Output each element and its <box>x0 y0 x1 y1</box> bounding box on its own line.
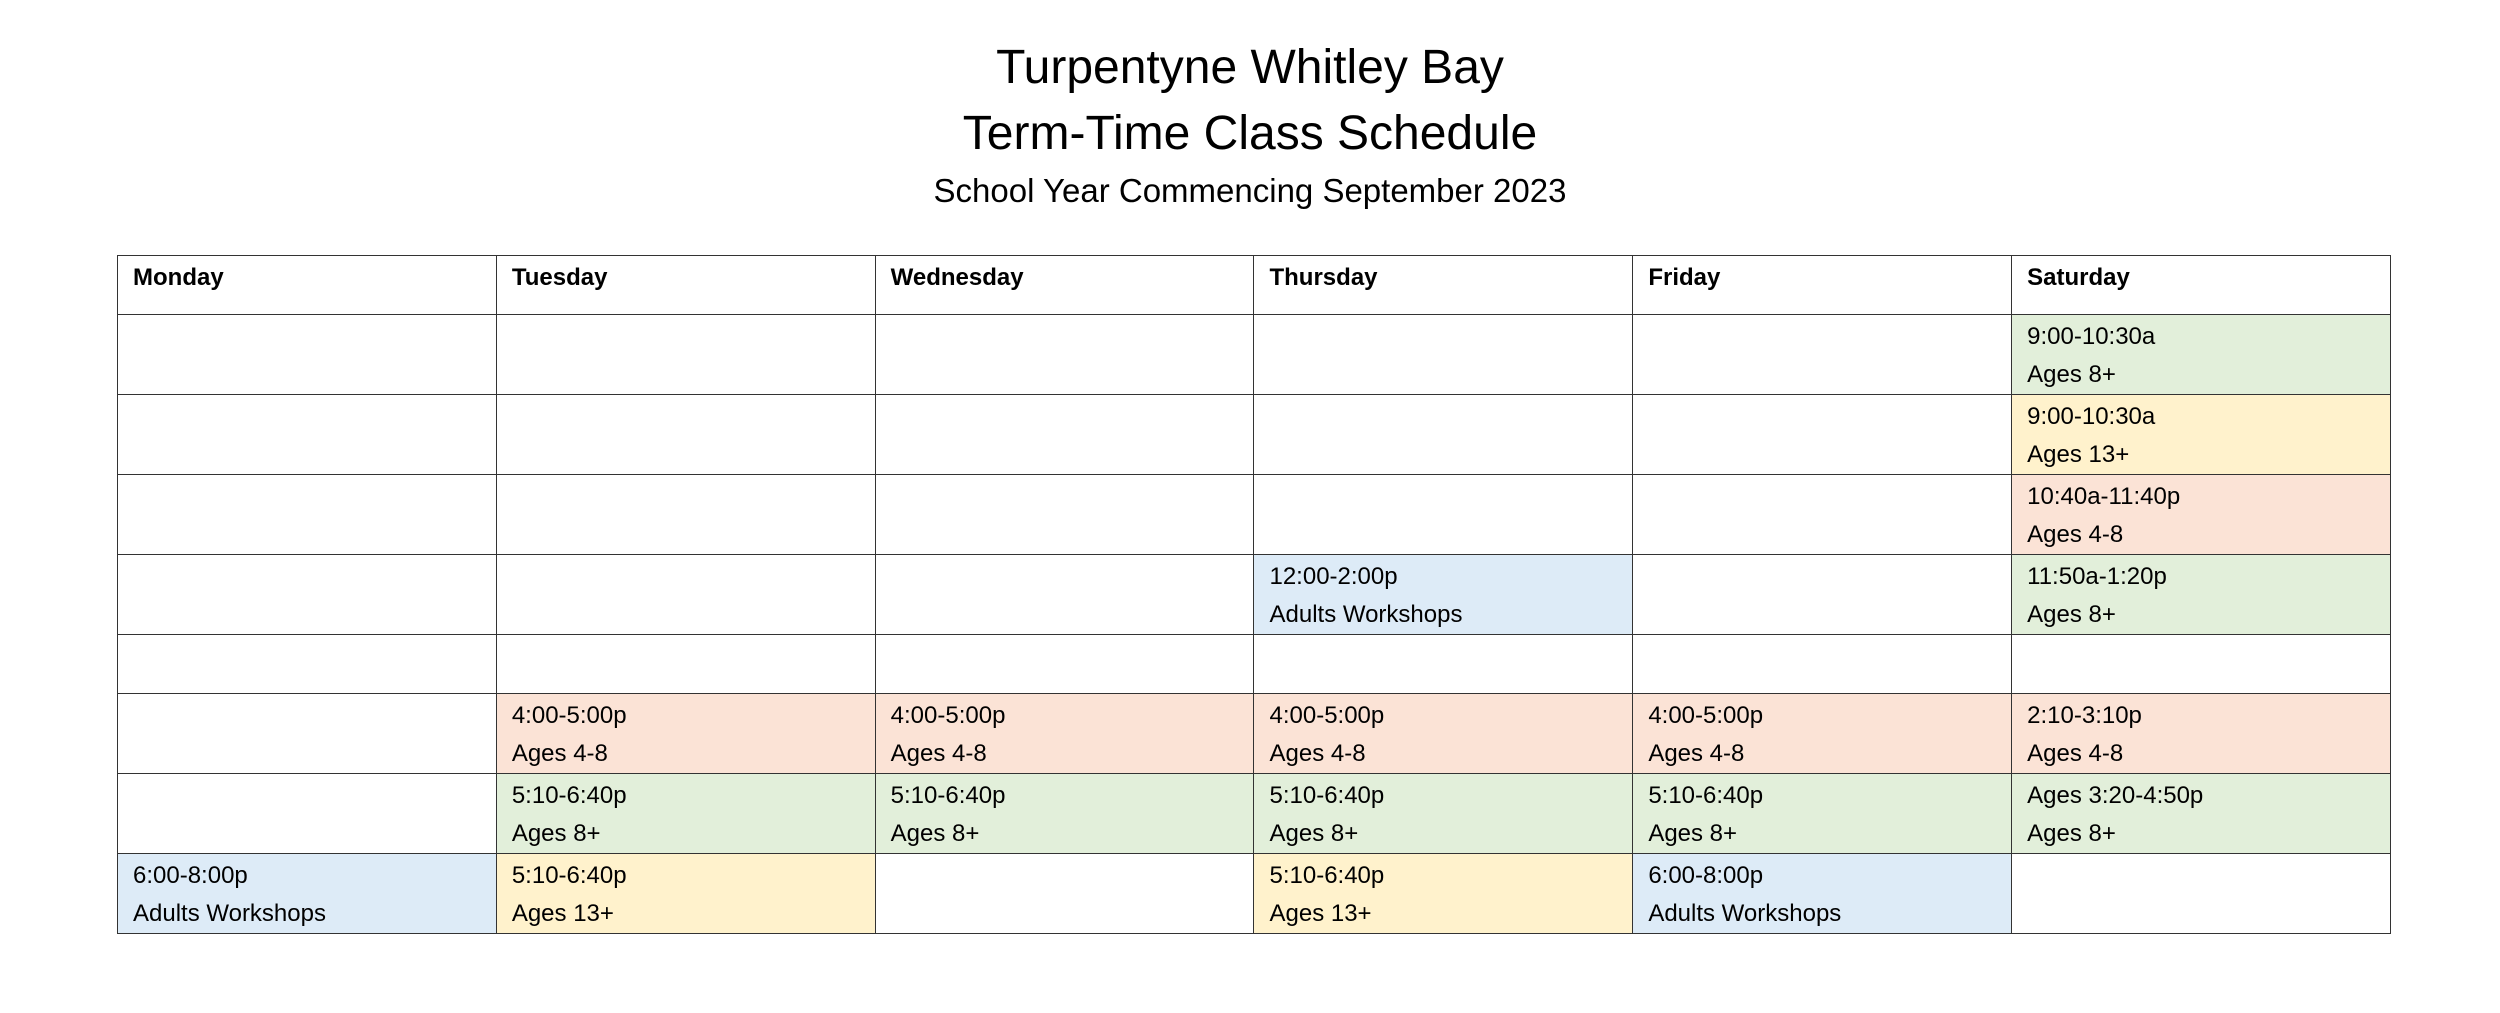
class-cell <box>496 694 875 774</box>
day-header-monday: Monday <box>118 256 497 315</box>
empty-cell <box>2012 854 2391 934</box>
day-header-tuesday: Tuesday <box>496 256 875 315</box>
empty-cell <box>1633 475 2012 555</box>
class-cell <box>2012 555 2391 635</box>
empty-cell <box>875 315 1254 395</box>
class-ages: Ages 8+ <box>890 820 980 847</box>
empty-cell <box>1254 315 1633 395</box>
document-title: Turpentyne Whitley Bay <box>996 41 1504 94</box>
empty-cell <box>118 475 497 555</box>
day-header-thursday: Thursday <box>1254 256 1633 315</box>
class-time: 5:10-6:40p <box>890 782 1006 809</box>
empty-cell <box>118 774 497 854</box>
empty-cell <box>1633 315 2012 395</box>
class-cell <box>1633 774 2012 854</box>
class-time: 5:10-6:40p <box>1648 782 1764 809</box>
class-ages: Ages 13+ <box>2027 441 2130 468</box>
class-cell <box>2012 315 2391 395</box>
class-cell <box>1633 854 2012 934</box>
empty-cell <box>1633 635 2012 694</box>
class-time: 4:00-5:00p <box>511 702 627 729</box>
empty-cell <box>496 475 875 555</box>
class-ages: Adults Workshops <box>133 900 326 927</box>
class-time: 10:40a-11:40p <box>2027 483 2181 510</box>
document-subtitle: School Year Commencing September 2023 <box>933 172 1567 209</box>
document-title-line-2: Term-Time Class Schedule <box>962 107 1538 160</box>
schedule-row <box>118 635 2391 694</box>
class-time: 4:00-5:00p <box>1648 702 1764 729</box>
class-ages: Ages 8+ <box>2027 361 2116 388</box>
day-header-saturday: Saturday <box>2012 256 2391 315</box>
schedule-row <box>118 774 2391 854</box>
class-ages: Ages 13+ <box>1269 900 1372 927</box>
class-cell <box>2012 774 2391 854</box>
class-cell <box>2012 475 2391 555</box>
class-time: 9:00-10:30a <box>2027 403 2156 430</box>
class-ages: Ages 4-8 <box>1648 740 1745 767</box>
class-time: 6:00-8:00p <box>133 862 248 889</box>
schedule-row <box>118 315 2391 395</box>
class-cell <box>875 694 1254 774</box>
day-header-friday: Friday <box>1633 256 2012 315</box>
empty-cell <box>875 395 1254 475</box>
class-ages: Ages 8+ <box>2027 601 2116 628</box>
class-cell <box>1254 555 1633 635</box>
class-cell <box>2012 694 2391 774</box>
class-cell <box>118 854 497 934</box>
class-ages: Ages 4-8 <box>511 740 608 767</box>
empty-cell <box>1633 395 2012 475</box>
class-cell <box>1254 774 1633 854</box>
schedule-row <box>118 694 2391 774</box>
class-time: 5:10-6:40p <box>1269 862 1385 889</box>
class-ages: Ages 8+ <box>511 820 601 847</box>
empty-cell <box>875 475 1254 555</box>
empty-cell <box>118 315 497 395</box>
class-time: 4:00-5:00p <box>1269 702 1385 729</box>
empty-cell <box>875 854 1254 934</box>
class-cell <box>1254 694 1633 774</box>
empty-cell <box>118 635 497 694</box>
class-ages: Ages 4-8 <box>2027 740 2124 767</box>
day-header-wednesday: Wednesday <box>875 256 1254 315</box>
empty-cell <box>1633 555 2012 635</box>
schedule-row <box>118 854 2391 934</box>
class-time: 2:10-3:10p <box>2027 702 2142 729</box>
empty-cell <box>118 555 497 635</box>
class-time: 4:00-5:00p <box>890 702 1006 729</box>
class-ages: Ages 4-8 <box>1269 740 1366 767</box>
empty-cell <box>118 395 497 475</box>
class-time: 9:00-10:30a <box>2027 323 2156 350</box>
schedule-row <box>118 475 2391 555</box>
class-ages: Ages 8+ <box>1648 820 1738 847</box>
empty-cell <box>1254 635 1633 694</box>
empty-cell <box>1254 475 1633 555</box>
class-ages: Ages 13+ <box>511 900 614 927</box>
class-cell <box>1633 694 2012 774</box>
class-time: 11:50a-1:20p <box>2027 563 2167 590</box>
class-cell <box>1254 854 1633 934</box>
class-ages: Ages 8+ <box>2027 820 2116 847</box>
class-time: 6:00-8:00p <box>1648 862 1764 889</box>
empty-cell <box>496 555 875 635</box>
empty-cell <box>875 555 1254 635</box>
class-cell <box>496 854 875 934</box>
class-time: 12:00-2:00p <box>1269 563 1398 590</box>
empty-cell <box>496 395 875 475</box>
class-ages: Adults Workshops <box>1648 900 1842 927</box>
class-ages: Ages 4-8 <box>2027 521 2124 548</box>
class-cell <box>496 774 875 854</box>
day-header-row <box>118 256 2391 315</box>
class-time: 5:10-6:40p <box>511 782 627 809</box>
class-time: 5:10-6:40p <box>511 862 627 889</box>
class-ages: Ages 4-8 <box>890 740 987 767</box>
schedule-table <box>117 255 2391 934</box>
empty-cell <box>2012 635 2391 694</box>
class-time: Ages 3:20-4:50p <box>2027 782 2204 809</box>
class-cell <box>875 774 1254 854</box>
empty-cell <box>496 315 875 395</box>
class-time: 5:10-6:40p <box>1269 782 1385 809</box>
class-cell <box>2012 395 2391 475</box>
class-ages: Ages 8+ <box>1269 820 1359 847</box>
class-ages: Adults Workshops <box>1269 601 1463 628</box>
empty-cell <box>875 635 1254 694</box>
schedule-body <box>118 315 2391 934</box>
empty-cell <box>1254 395 1633 475</box>
empty-cell <box>496 635 875 694</box>
empty-cell <box>118 694 497 774</box>
schedule-row <box>118 555 2391 635</box>
schedule-row <box>118 395 2391 475</box>
